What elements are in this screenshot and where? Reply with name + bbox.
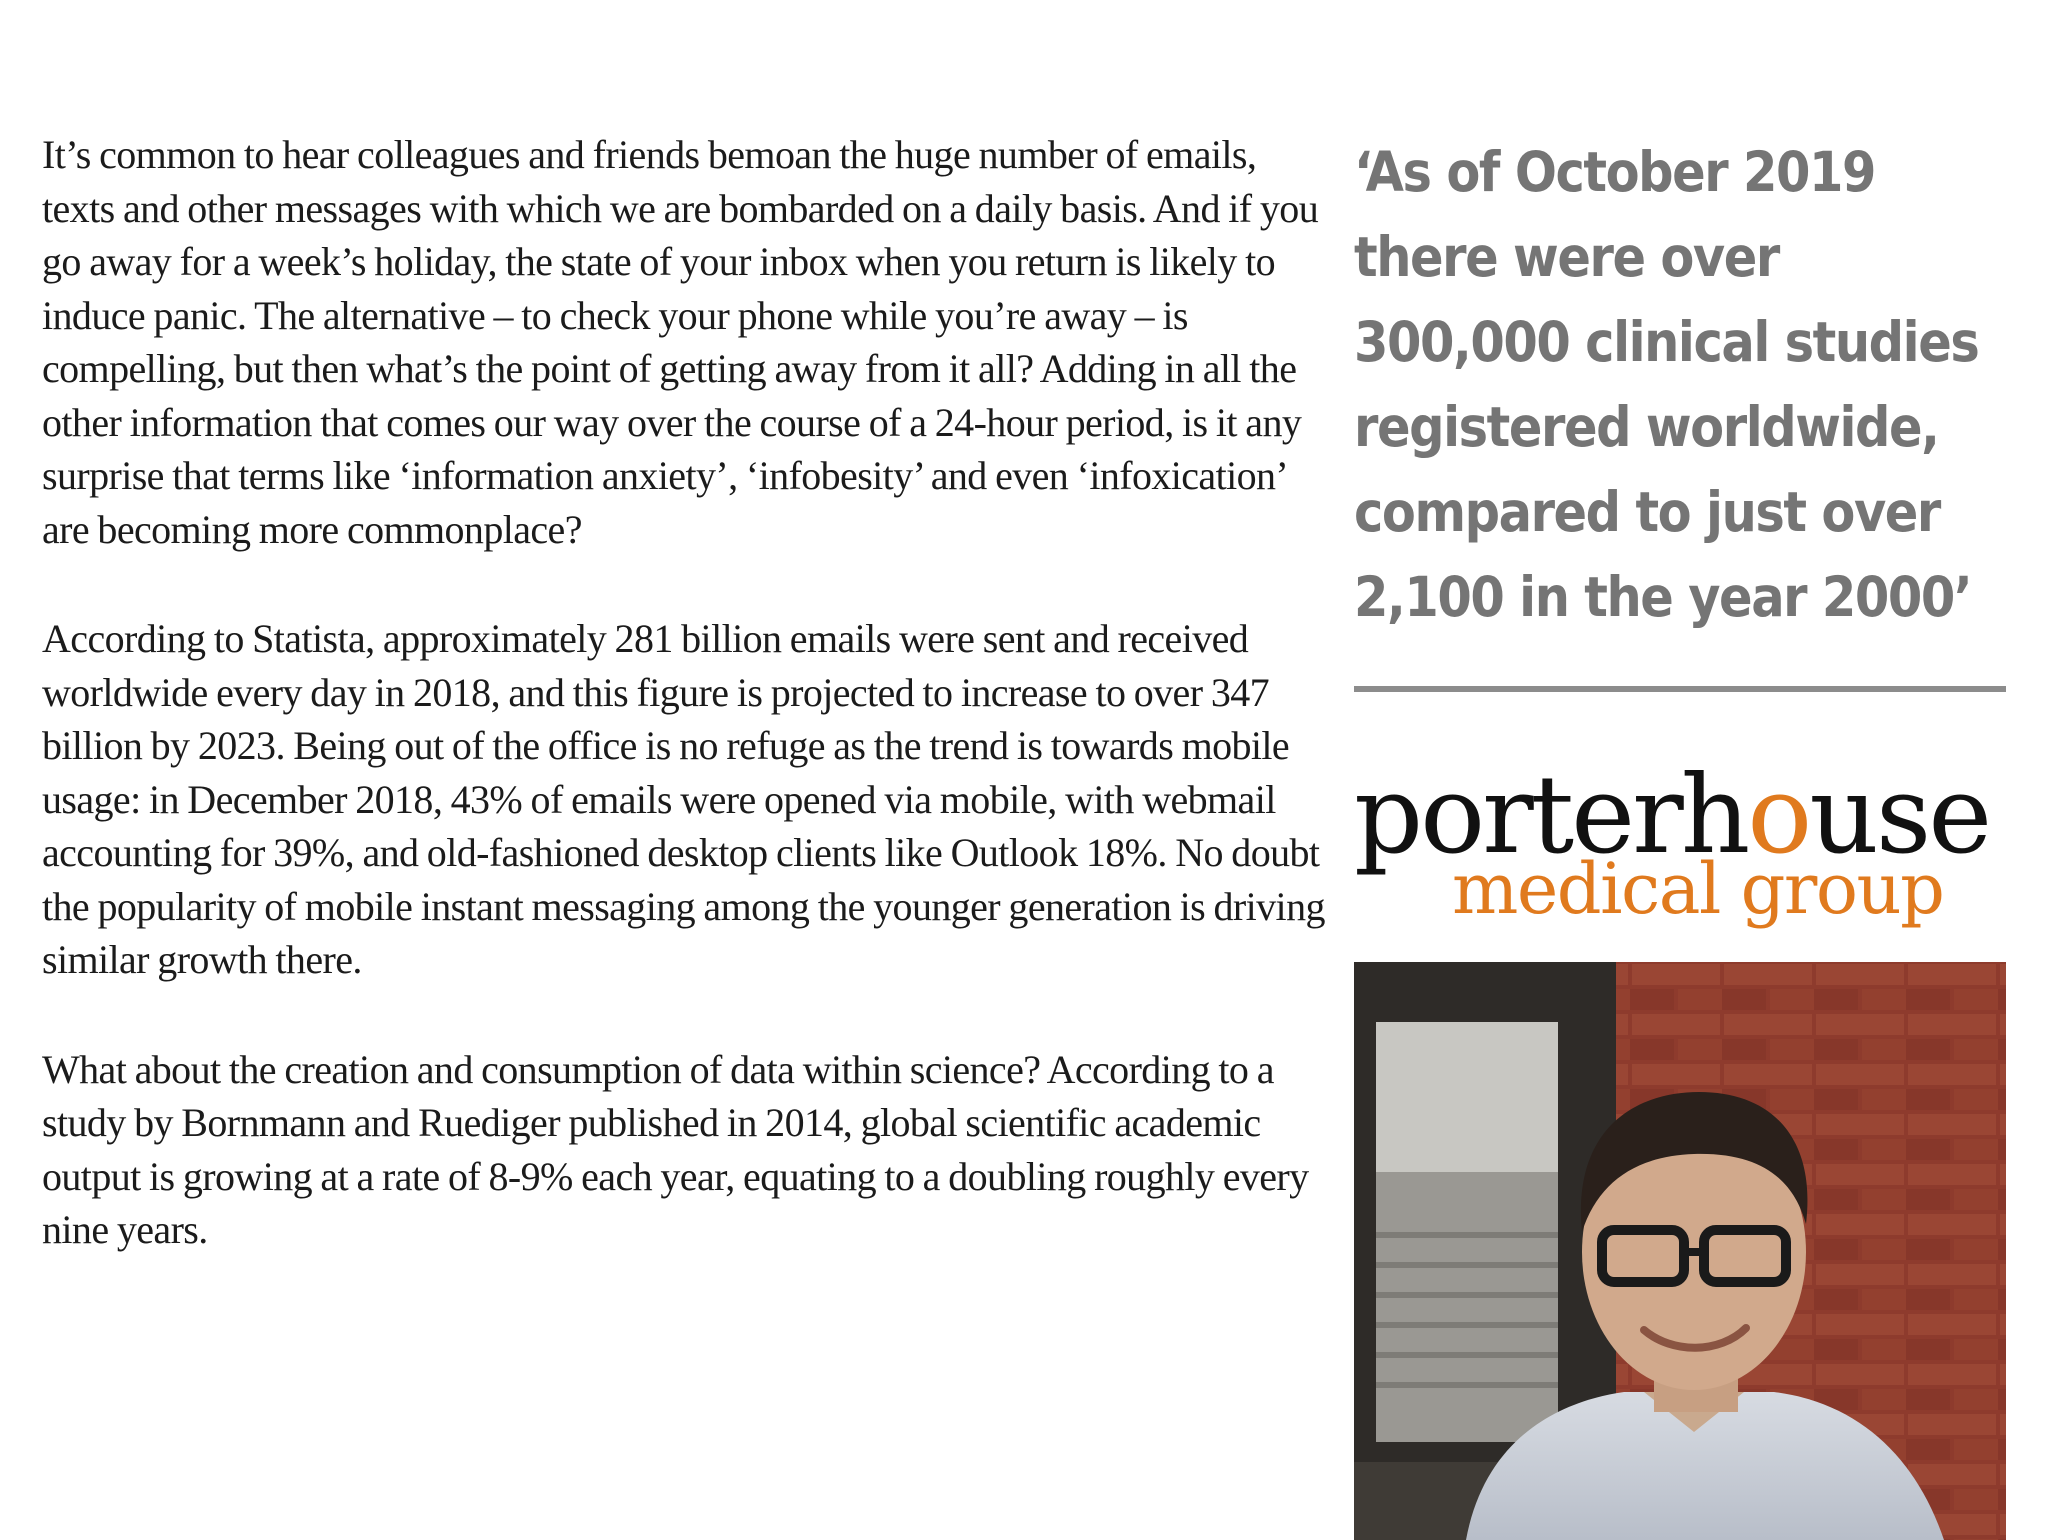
article-body (42, 128, 1332, 1313)
portrait-photo (1354, 962, 2006, 1540)
logo-subline: medical group (1452, 848, 1944, 930)
sidebar (1354, 130, 2006, 942)
article-paragraph-1: It’s common to hear colleagues and friends bemoan the huge number of emails, texts and other messages with which we are bombarded on a daily basis. And if you go away for a week’s holiday, the state of your inbox when you return is likely to induce panic. The alternative – to check your phone while you’re away – is compelling, but then what’s the point of getting away from it all? Adding in all the other information that comes our way over the course of a 24-hour period, is it any surprise that terms like ‘information anxiety’, ‘infobesity’ and even ‘infoxication’ are becoming more commonplace? (42, 132, 1319, 552)
article-paragraph-2: According to Statista, approximately 281 billion emails were sent and received worldwide every day in 2018, and this figure is projected to increase to over 347 billion by 2023. Being out of the office is no refuge as the trend is towards mobile usage: in December 2018, 43% of emails were opened via mobile, with webmail accounting for 39%, and old-fashioned desktop clients like Outlook 18%. No doubt the popularity of mobile instant messaging among the younger generation is driving similar growth there. (42, 616, 1325, 982)
logo-word-part-1: porterh (1354, 753, 1748, 878)
quote-divider (1354, 686, 2006, 692)
porterhouse-logo (1354, 753, 2006, 942)
pull-quote: ‘As of October 2019 there were over 300,000 clinical studies registered worldwide, compared to just over 2,100 in the year 2000’ (1354, 140, 1979, 629)
portrait-illustration (1354, 962, 2006, 1540)
window-reflection (1376, 1022, 1558, 1172)
article-paragraph-3: What about the creation and consumption of data within science? According to a study by Bornmann and Ruediger published in 2014, global scientific academic output is growing at a rate of 8-9% each year, equating to a doubling roughly every nine years. (42, 1046, 1309, 1252)
logo-accent-letter: o (1747, 753, 1810, 878)
logo-word-part-2: use (1809, 753, 1990, 878)
